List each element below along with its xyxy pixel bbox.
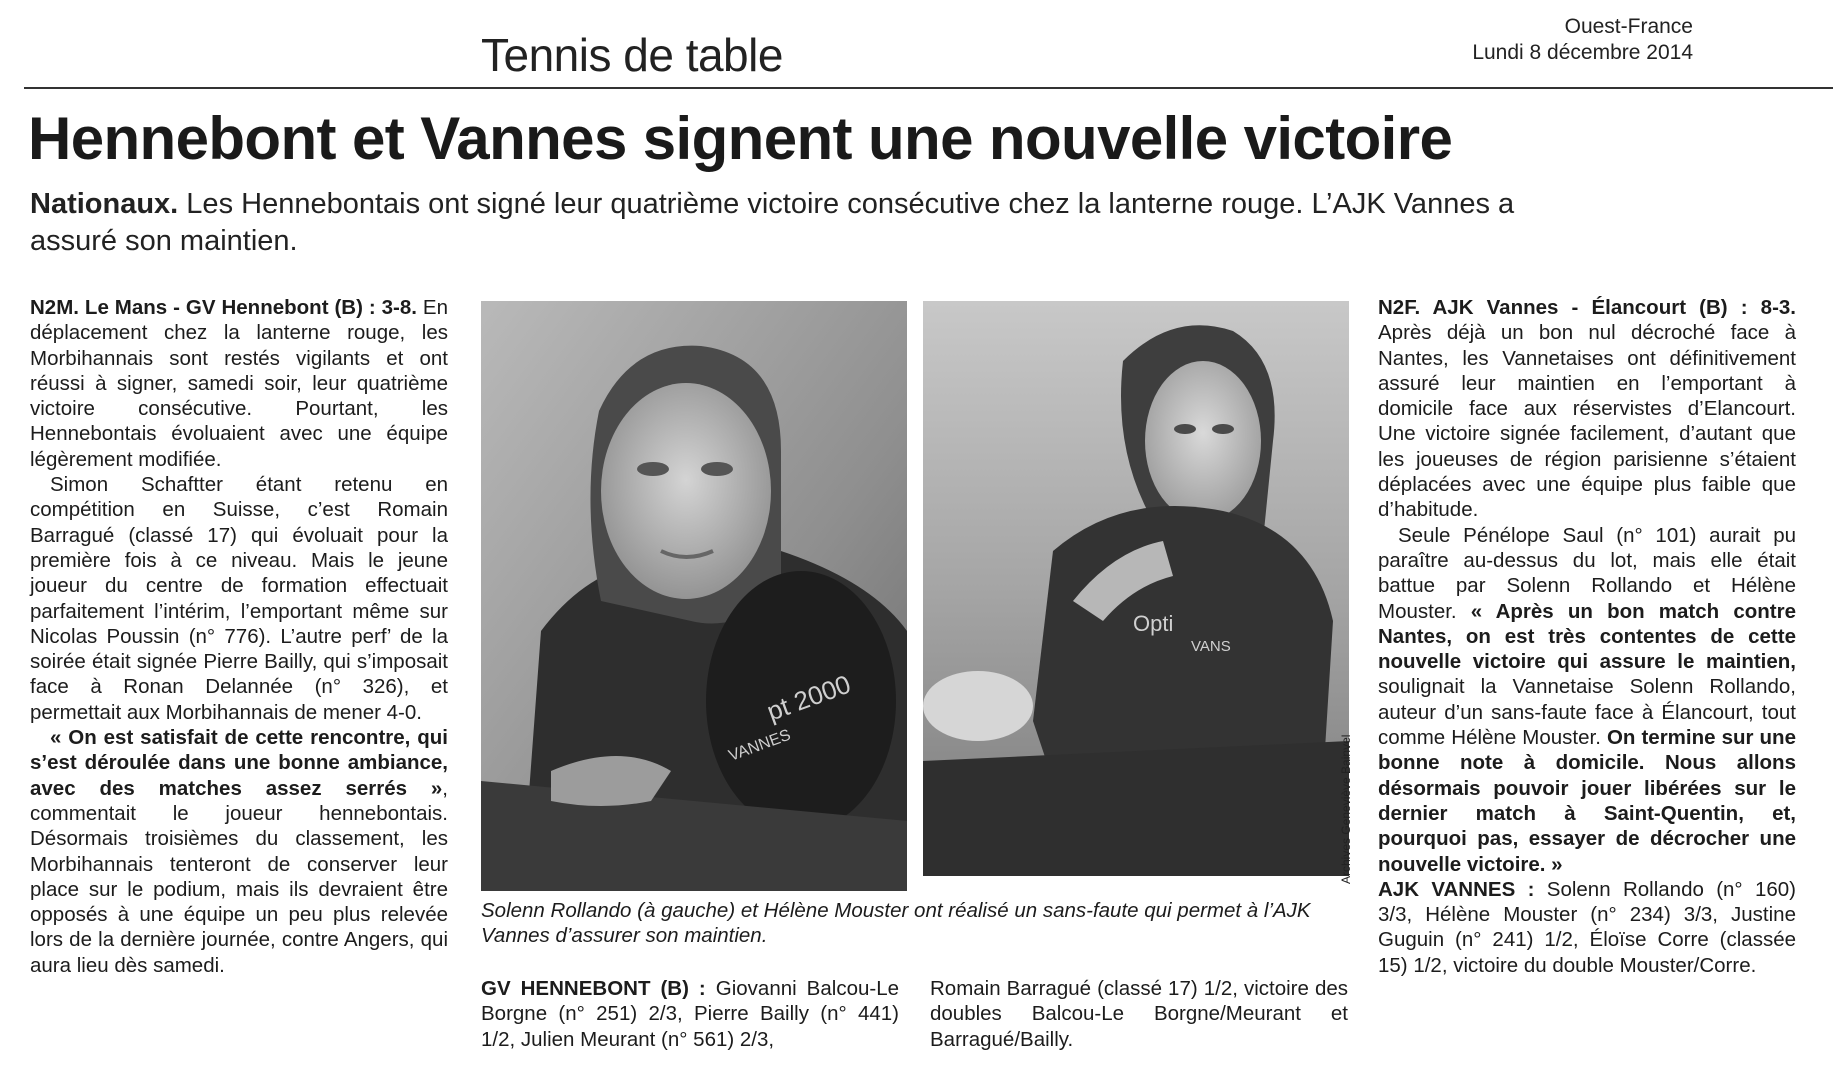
women-paragraph-2: Seule Pénélope Saul (n° 101) aurait pu paraître au-dessus du lot, mais elle était battue par Solenn Rollando et Hélène Mouster. « Après un bon match contre Nantes, on est très contentes de cette nouvelle victoire qui assure le maintien, soulignait la Vannetaise Solenn Rollando, auteur d’un sans-faute face à Élancourt, tout comme Hélène Mouster. On termine sur une bonne note à domicile. Nous allons désormais pouvoir jouer libérées sur le dernier match à Saint-Quentin, et, pourquoi pas, essayer de décrocher une nouvelle victoire. » [1378,523,1796,876]
women-quote-1: « Après un bon match contre Nantes, on est très contentes de cette nouvelle victoire qui assure le maintien, [1378,599,1796,674]
women-roster: AJK VANNES : Solenn Rollando (n° 160) 3/3, Hélène Mouster (n° 234) 3/3, Justine Guguin (n° 241) 1/2, Éloïse Corre (classée 15) 1/2, victoire du double Mouster/Corre. [1378,877,1796,977]
men-result-heading: N2M. Le Mans - GV Hennebont (B) : 3-8. [30,296,417,319]
photo-caption: Solenn Rollando (à gauche) et Hélène Mouster ont réalisé un sans-faute qui permet à l’AJK Vannes d’assurer son maintien. [481,899,1311,948]
publication-date: Lundi 8 décembre 2014 [1472,41,1693,64]
men-paragraph-2: Simon Schaftter étant retenu en compétition en Suisse, c’est Romain Barragué (classé 17) qui évoluait pour la première fois à ce niveau. Mais le jeune joueur du centre de formation effectuait parfaitement l’intérim, l’emportant même sur Nicolas Poussin (n° 776). L’autre perf’ de la soirée était signée Pierre Bailly, qui s’imposait face à Ronan Delannée (n° 326), et permettait aux Morbihannais de mener 4-0. [30,473,448,724]
masthead [1472,14,1693,66]
standfirst-text: Les Hennebontais ont signé leur quatrième victoire consécutive chez la lanterne rouge. L’AJK Vannes a assuré son maintien. [30,188,1515,257]
standfirst [30,186,1570,260]
vannes-roster-team: AJK VANNES : [1378,877,1535,901]
photo-credit: Archives Geneviève Bainvel [1339,734,1353,884]
article-column-women [1378,295,1796,978]
shirt-print-2: VANNES [726,726,794,765]
shirt-print-3: Opti [1133,611,1174,636]
hennebont-roster: GV HENNEBONT (B) : Giovanni Balcou-Le Borgne (n° 251) 2/3, Pierre Bailly (n° 441) 1/2, Julien Meurant (n° 561) 2/3, [481,977,899,1051]
men-quote: « On est satisfait de cette rencontre, qui s’est déroulée dans une bonne ambiance, avec des matches assez serrés » [30,726,448,800]
publication-name: Ouest-France [1564,15,1693,38]
standfirst-kicker: Nationaux. [30,188,179,220]
photo-solenn-rollando [481,301,907,891]
men-paragraph-3: « On est satisfait de cette rencontre, qui s’est déroulée dans une bonne ambiance, avec des matches assez serrés », commentait le joueur hennebontais. Désormais troisièmes du classement, les Morbihannais tenteront de conserver leur place sur le podium, mais ils devraient être opposés à une équipe un peu plus relevée lors de la dernière journée, contre Angers, qui aura lieu dès samedi. [30,726,448,977]
photo-helene-mouster [923,301,1349,876]
header-rule [24,87,1833,89]
men-paragraph-1: N2M. Le Mans - GV Hennebont (B) : 3-8. En déplacement chez la lanterne rouge, les Morbihannais sont restés vigilants et ont réussi à signer, samedi soir, leur quatrième victoire consécutive. Pourtant, les Hennebontais évoluaient avec une équipe légèrement modifiée. [30,296,448,471]
women-quote-2: On termine sur une bonne note à domicile. Nous allons désormais pouvoir jouer libérées sur le dernier match à Saint-Quentin, et, pourquoi pas, essayer de décrocher une nouvelle victoire. » [1378,726,1796,876]
article-column-men [30,295,448,978]
women-paragraph-1: N2F. AJK Vannes - Élancourt (B) : 8-3. Après déjà un bon nul décroché face à Nantes, les Vannetaises ont définitivement assuré leur maintien en l’emportant à domicile face aux réservistes d’Elancourt. Une victoire signée facilement, d’autant que les joueuses de région parisienne s’étaient déplacées avec une équipe plus faible que d’habitude. [1378,296,1796,522]
shirt-print-1: pt 2000 [762,668,855,727]
hennebont-roster-continued: Romain Barragué (classé 17) 1/2, victoire des doubles Balcou-Le Borgne/Meurant et Barragué/Bailly. [930,977,1348,1051]
headline: Hennebont et Vannes signent une nouvelle victoire [28,105,1453,172]
shirt-print-4: VANS [1191,638,1231,655]
hennebont-roster-team: GV HENNEBONT (B) : [481,977,706,1000]
women-result-heading: N2F. AJK Vannes - Élancourt (B) : 8-3. [1378,296,1796,319]
section-title: Tennis de table [481,29,783,81]
